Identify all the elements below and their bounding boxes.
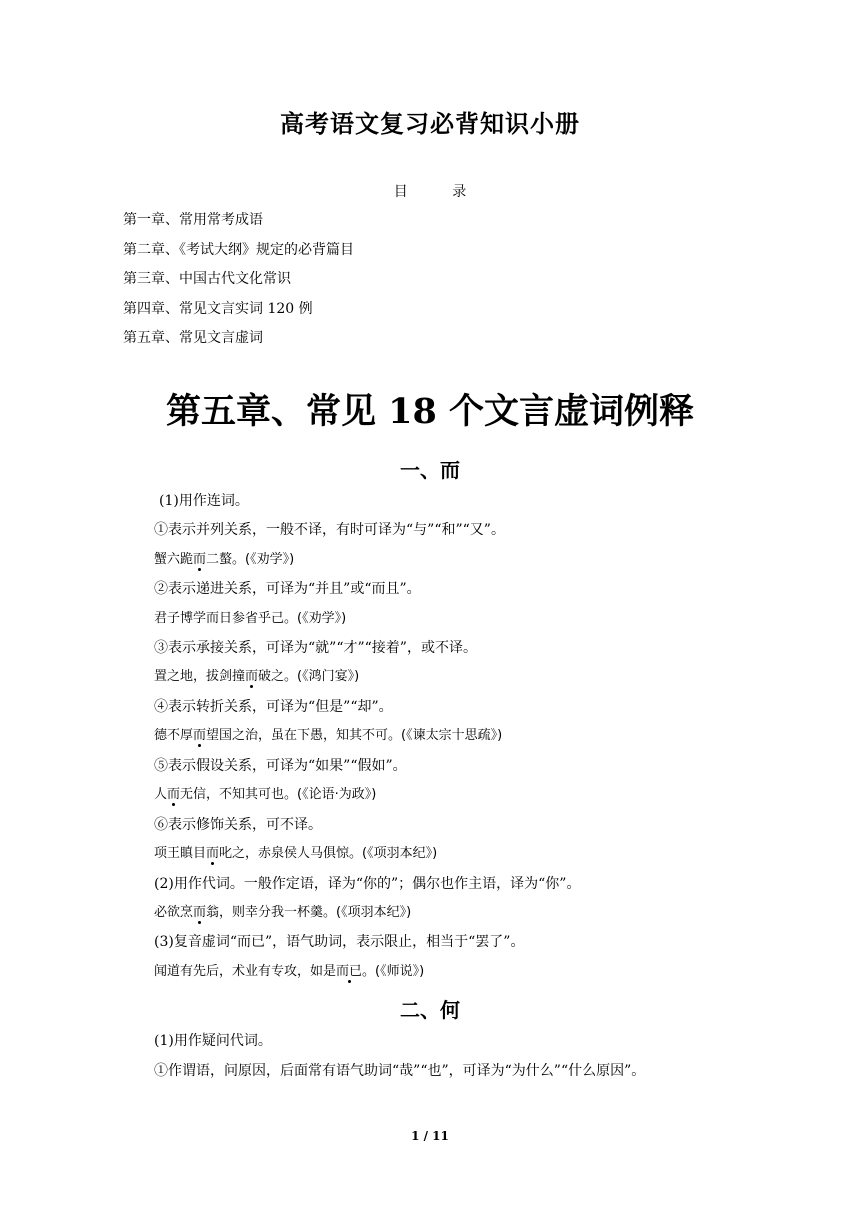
- example-sentence: 项王瞋目而叱之，赤泉侯人马俱惊。(《项羽本纪》): [154, 846, 438, 861]
- toc-item: 第四章、常见文言实词 120 例: [123, 300, 313, 317]
- usage-heading: (1)用作疑问代词。: [154, 1033, 272, 1049]
- toc-item: 第五章、常见文言虚词: [123, 330, 263, 346]
- example-sentence: 必欲烹而翁，则幸分我一杯羹。(《项羽本纪》): [154, 905, 412, 920]
- example-sentence: 人而无信，不知其可也。(《论语·为政》): [154, 787, 377, 802]
- rule-text: ①作谓语，问原因，后面常有语气助词“哉”“也”，可译为“为什么”“什么原因”。: [154, 1063, 646, 1079]
- rule-text: ⑤表示假设关系，可译为“如果”“假如”。: [154, 758, 407, 774]
- chapter-title: 第五章、常见 18 个文言虚词例释: [165, 391, 695, 432]
- rule-text: ④表示转折关系，可译为“但是”“却”。: [154, 699, 393, 715]
- example-sentence: 德不厚而望国之治，虽在下愚，知其不可。(《谏太宗十思疏》): [154, 728, 503, 743]
- page-number: 1 / 11: [411, 1129, 449, 1143]
- rule-text: ③表示承接关系，可译为“就”“才”“接着”，或不译。: [154, 640, 477, 656]
- example-sentence: 置之地，拔剑撞而破之。(《鸿门宴》): [154, 669, 360, 684]
- usage-heading: (1)用作连词。: [159, 493, 249, 509]
- rule-text: ⑥表示修饰关系，可不译。: [154, 817, 322, 833]
- section-title-he: 二、何: [400, 998, 460, 1022]
- rule-text: ②表示递进关系，可译为“并且”或“而且”。: [154, 581, 421, 597]
- example-sentence: 闻道有先后，术业有专攻，如是而已。(《师说》): [154, 964, 425, 979]
- usage-heading: (3)复音虚词“而已”，语气助词，表示限止，相当于“罢了”。: [154, 934, 525, 950]
- section-title-er: 一、而: [400, 458, 460, 482]
- table-of-contents: [123, 210, 354, 358]
- toc-item: 第一章、常用常考成语: [123, 212, 263, 228]
- example-sentence: 君子博学而日参省乎己。(《劝学》): [154, 611, 347, 626]
- rule-text: ①表示并列关系，一般不译，有时可译为“与”“和”“又”。: [154, 522, 505, 538]
- page-title: 高考语文复习必背知识小册: [280, 109, 580, 138]
- usage-heading: (2)用作代词。一般作定语，译为“你的”；偶尔也作主语，译为“你”。: [154, 876, 581, 892]
- toc-item: 第二章、《考试大纲》规定的必背篇目: [123, 241, 354, 258]
- toc-heading: 目 录: [393, 184, 467, 200]
- example-sentence: 蟹六跪而二螯。(《劝学》): [154, 552, 295, 567]
- toc-item: 第三章、中国古代文化常识: [123, 271, 291, 287]
